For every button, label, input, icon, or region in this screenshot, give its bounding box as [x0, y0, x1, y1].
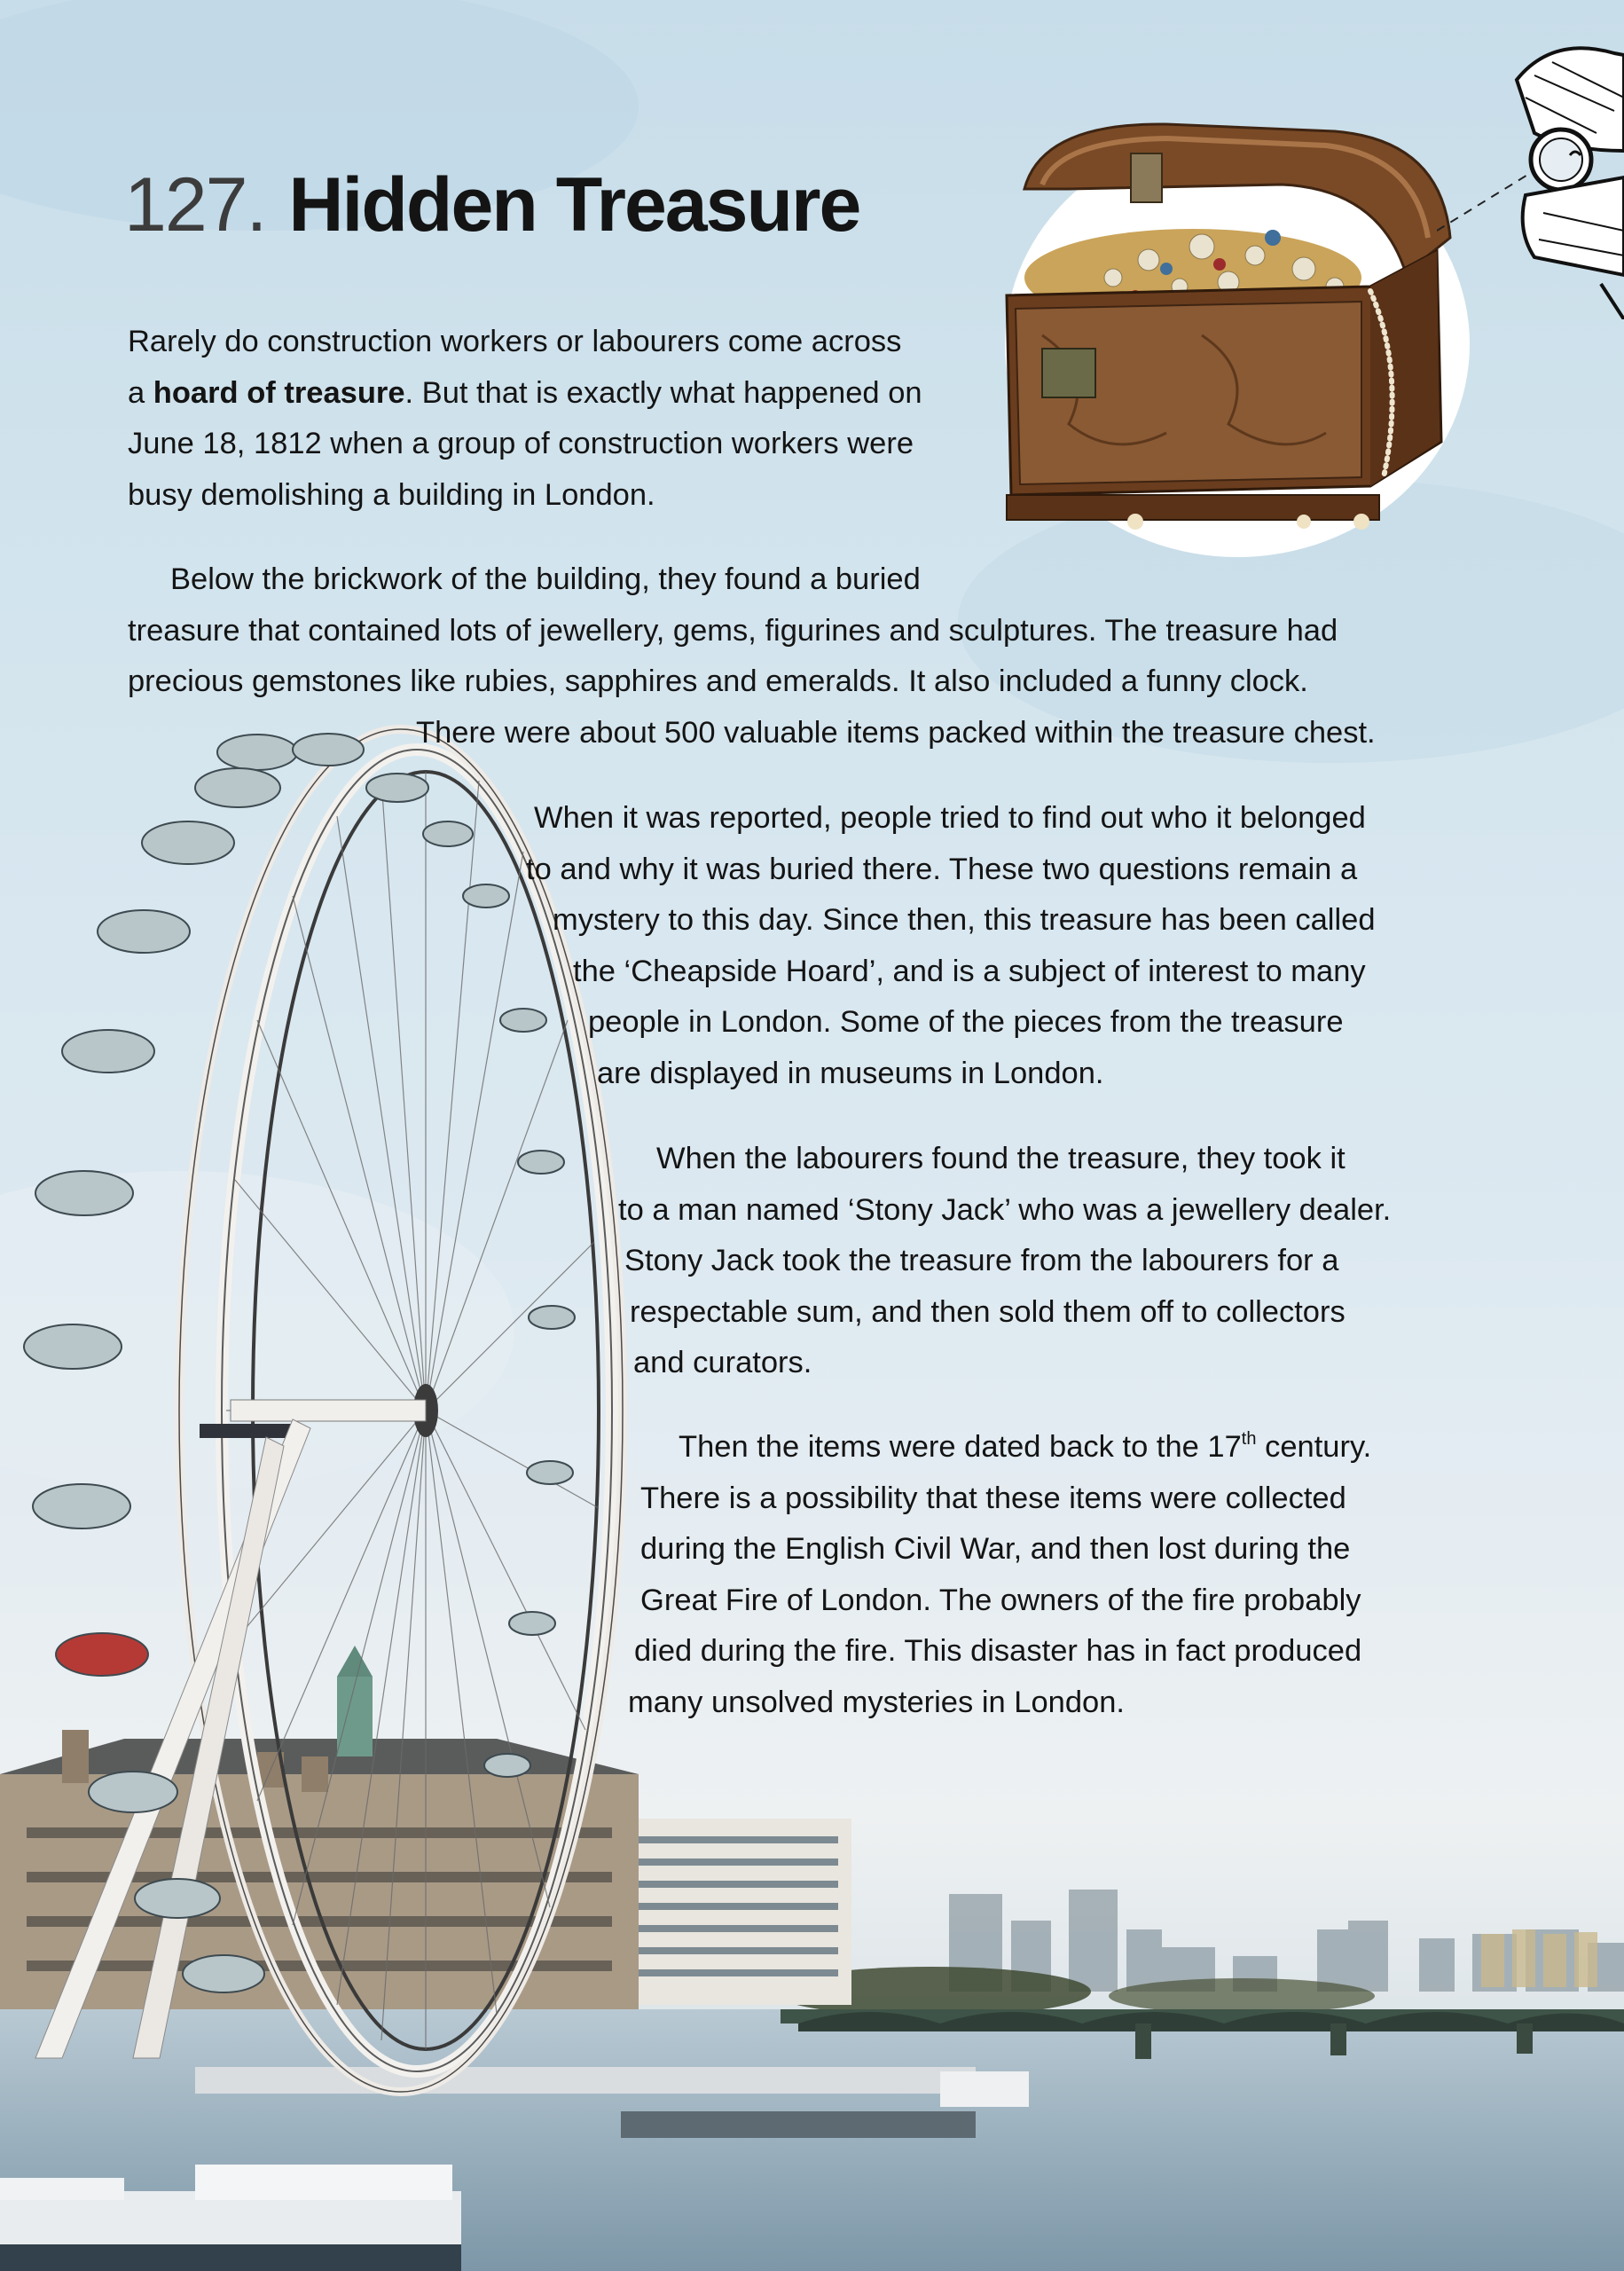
text-line: Below the brickwork of the building, they found a buried	[170, 562, 921, 596]
text-line: people in London. Some of the pieces from the treasure	[588, 1005, 1344, 1039]
text-line: When the labourers found the treasure, they took it	[656, 1142, 1345, 1175]
text-line: mystery to this day. Since then, this treasure has been called	[553, 903, 1376, 937]
text-line: June 18, 1812 when a group of construction workers were	[128, 427, 914, 460]
paragraph-2	[128, 554, 1376, 758]
paragraph-4	[618, 1134, 1391, 1389]
text-line: Then the items were dated back to the 17th century.	[679, 1429, 1372, 1464]
text-line: treasure that contained lots of jewellery, gems, figurines and sculptures. The treasure had	[128, 613, 1338, 648]
text-line: precious gemstones like rubies, sapphires and emeralds. It also included a funny clock.	[128, 664, 1308, 698]
paragraph-3	[523, 793, 1376, 1099]
county-hall	[0, 1646, 639, 2058]
fact-title: Hidden Treasure	[288, 162, 860, 248]
text-line: died during the fire. This disaster has in fact produced	[634, 1634, 1362, 1668]
text-line: There were about 500 valuable items packed within the treasure chest.	[416, 715, 1376, 750]
text-line: respectable sum, and then sold them off to collectors	[630, 1294, 1345, 1329]
text-line: Rarely do construction workers or labourers come across	[128, 325, 902, 358]
office-building	[612, 1819, 851, 2005]
text-line: When it was reported, people tried to find out who it belonged	[534, 801, 1366, 835]
text-line: a hoard of treasure. But that is exactly what happened on	[128, 375, 922, 410]
fact-number: 127.	[124, 162, 266, 248]
treasure-chest-image	[989, 105, 1486, 566]
text-line: Great Fire of London. The owners of the fire probably	[640, 1583, 1361, 1617]
detective-cartoon	[1437, 27, 1624, 319]
text-line: to and why it was buried there. These two questions remain a	[526, 852, 1358, 886]
text-line: busy demolishing a building in London.	[128, 477, 655, 512]
text-line: many unsolved mysteries in London.	[628, 1685, 1125, 1719]
text-line: the ‘Cheapside Hoard’, and is a subject of interest to many	[573, 954, 1366, 988]
page-title	[124, 162, 860, 264]
text-line: are displayed in museums in London.	[597, 1056, 1104, 1090]
paragraph-1	[128, 317, 922, 521]
text-line: to a man named ‘Stony Jack’ who was a jewellery dealer.	[618, 1192, 1392, 1227]
text-line: during the English Civil War, and then lost during the	[640, 1532, 1351, 1566]
text-line: Stony Jack took the treasure from the labourers for a	[624, 1244, 1339, 1277]
text-line: There is a possibility that these items were collected	[640, 1481, 1346, 1515]
paragraph-5	[628, 1422, 1371, 1728]
bold-phrase: hoard of treasure	[153, 375, 405, 410]
tour-boat	[0, 2165, 461, 2271]
text-line: and curators.	[633, 1346, 812, 1379]
